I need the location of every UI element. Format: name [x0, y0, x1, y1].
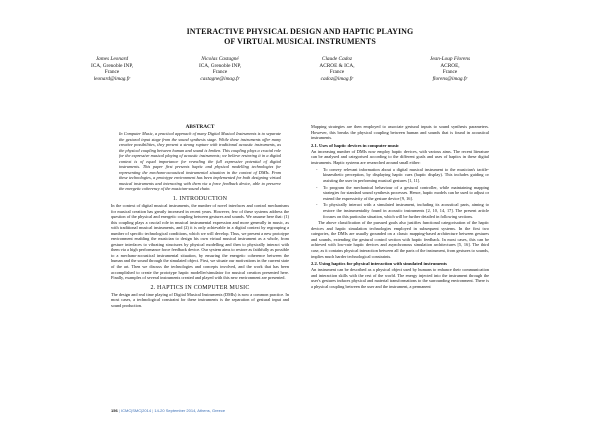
subsection-heading-2-2: 2.2. Using haptics for physical interaction with simulated instruments	[311, 261, 447, 267]
paper-title	[0, 27, 600, 47]
author-affiliation: ICA, Grenoble INP,	[90, 62, 134, 69]
haptic-goals-list	[311, 167, 489, 219]
author-email: florens@imag.fr	[432, 75, 468, 82]
author-name: Jean-Loup Florens	[429, 56, 471, 62]
author-name: James Leonard	[95, 56, 129, 62]
author-country: France	[104, 69, 120, 76]
author-3	[287, 56, 387, 82]
section-heading-introduction: 1. INTRODUCTION	[172, 196, 228, 203]
list-item: - To physically interact with a simulated instrument, including its acoustical parts, aiming to restore the instrumentality found in acoustic instruments [2, 10, 14, 17]. The present article focuses on this particular situation, which will be further detailed in following sections.	[316, 202, 489, 219]
introduction-paragraph: In the context of digital musical instruments, the number of novel interfaces and control mechanisms for musical creation has greatly increased in recent years. However, few of these systems address the question of the physical and energetic coupling between gestures and sounds. We assume here that: (1) this coupling plays a crucial role in musical instrumental expression and more generally in music, as with traditional musical instruments, and (2) it is only achievable in a digital context by regrouping a number of specific technological conditions, which we will develop. Thus, we present a new prototype environment enabling the musician to design his own virtual musical instrument as a whole, from gesture interfaces to vibrating structures by physical modelling and then to physically interact with them via a high performance force feedback device. Our system aims to restore as faithfully as possible to a mechano-acoustical instrumental situation, by ensuring the energetic coherence between the human and the sound through the simulated object. First, we situate our motivations in the current state of the art. Then we discuss the technologies and concepts involved, and the work that has been accomplished to create the prototype haptic modeller/simulator for musical creation presented here. Finally, examples of several instruments created and played with this new environment are presented.	[111, 203, 289, 281]
author-4	[400, 56, 500, 82]
author-name: Nicolas Castagné	[201, 56, 239, 62]
abstract-heading: ABSTRACT	[185, 124, 215, 130]
author-affiliation: ICA, Grenoble INP,	[198, 62, 242, 69]
author-country: France	[329, 69, 345, 76]
footer-separator: |	[118, 408, 120, 413]
title-line-1: INTERACTIVE PHYSICAL DESIGN AND HAPTIC PLAYING	[186, 27, 414, 36]
subsection-2-1-paragraph-2: The above classification of the pursued goals also justifies functional categorisation of the haptic devices and haptic simulation technologies employed in subsequent systems. In the first two categories, the DMIs are usually grounded on a classic mapping-based architecture between gestures and sounds, extending the gestural control section with haptic feedback. In most cases, this can be achieved with low-rate haptic devices and asynchronous simulation architectures [5, 16]. The third case, as it contains physical interaction between all the parts of the instrument, from gestures to sounds, implies much harder technological constraints.	[311, 220, 489, 259]
subsection-heading-2-1: 2.1. Uses of haptic devices in computer music	[311, 142, 400, 148]
author-country: France	[212, 69, 228, 76]
haptics-paragraph-1: The design and real time playing of Digital Musical Instruments (DMIs) is now a common practice. In most cases, a technological constraint for these instruments is the separation of gestural input and sound production.	[111, 291, 289, 308]
author-affiliation: ACROE,	[440, 62, 460, 69]
list-item: - To program the mechanical behaviour of a gestural controller, while maintaining mapping strategies for standard sound synthesis processes. Hence, haptic models can be used to adjust or extend the expressivity of the gesture device [9, 16].	[316, 184, 489, 201]
author-country: France	[442, 69, 458, 76]
list-item-text: To program the mechanical behaviour of a gestural controller, while maintaining mapping strategies for standard sound synthesis processes. Hence, haptic models can be used to adjust or extend the expressivity of the gesture device [9, 16].	[323, 184, 489, 201]
list-item: - To convey relevant information about a digital musical instrument to the musician's tactile-kinaesthetic perception, by displaying haptic cues (haptic display). This includes guiding or assisting the user in performing musical gestures [1, 11].	[316, 166, 489, 183]
list-item-text: To convey relevant information about a digital musical instrument to the musician's tactile-kinaesthetic perception, by displaying haptic cues (haptic display). This includes guiding or assisting the user in performing musical gestures [1, 11].	[323, 166, 489, 183]
footer-separator: |	[152, 408, 154, 413]
page-number: 156	[111, 408, 118, 413]
list-item-text: To physically interact with a simulated instrument, including its acoustical parts, aiming to restore the instrumentality found in acoustic instruments [2, 10, 14, 17]. The present article focuses on this particular situation, which will be further detailed in following sections.	[323, 202, 489, 219]
author-block	[62, 56, 540, 96]
author-email: leonard@imag.fr	[93, 75, 131, 82]
left-column	[111, 124, 289, 416]
author-affiliation: ACROE & ICA,	[319, 62, 355, 69]
author-name: Claude Cadoz	[321, 56, 353, 62]
abstract-text: In Computer Music, a practical approach of many Digital Musical Instruments is to separate the gestural input stage from the sound synthesis stage. While these instruments offer many creative possibilities, they present a strong rupture with traditional acoustic instruments, as the physical coupling between human and sound is broken. This coupling plays a crucial role for the expressive musical playing of acoustic instruments; we believe restoring it in a digital context is of equal importance for revealing the full expressive potential of digital instruments. This paper first presents haptic and physical modelling technologies for representing the mechano-acoustical instrumental situation in the context of DMIs. From these technologies, a prototype environment has been implemented for both designing virtual musical instruments and interacting with them via a force feedback device, able to preserve the energetic coherency of the musician-sound chain.	[119, 131, 281, 192]
conference-location: 14-20 September 2014, Athens, Greece	[154, 408, 226, 413]
author-email: castagne@imag.fr	[200, 75, 240, 82]
section-heading-haptics: 2. HAPTICS IN COMPUTER MUSIC	[150, 284, 250, 291]
haptics-paragraph-2: Mapping strategies are then employed to associate gestural inputs to sound synthesis parameters. However, this breaks the physical coupling between human and sounds that is found in acoustical instruments.	[311, 124, 489, 141]
author-1	[62, 56, 162, 82]
right-column	[311, 124, 489, 394]
subsection-2-1-paragraph-1: An increasing number of DMIs now employ haptic devices, with various aims. The recent literature can be analysed and categorised according to the different goals and uses of haptics in these digital instruments. Haptic systems are researched around small either:	[311, 148, 489, 165]
author-email: cadoz@imag.fr	[320, 75, 354, 82]
title-line-2: OF VIRTUAL MUSICAL INSTRUMENTS	[224, 37, 376, 46]
conference-name: ICMC|SMC|2014	[120, 408, 152, 413]
page-footer	[111, 408, 225, 413]
subsection-2-2-paragraph-1: An instrument can be described as a physical object used by humans to enhance their communication and interaction skills with the rest of the world. The energy injected into the instrument through the user's gestures induces physical and material transformations to the surrounding environment. There is a physical coupling between the user and the instrument, a permanent	[311, 267, 489, 289]
author-2	[170, 56, 270, 82]
